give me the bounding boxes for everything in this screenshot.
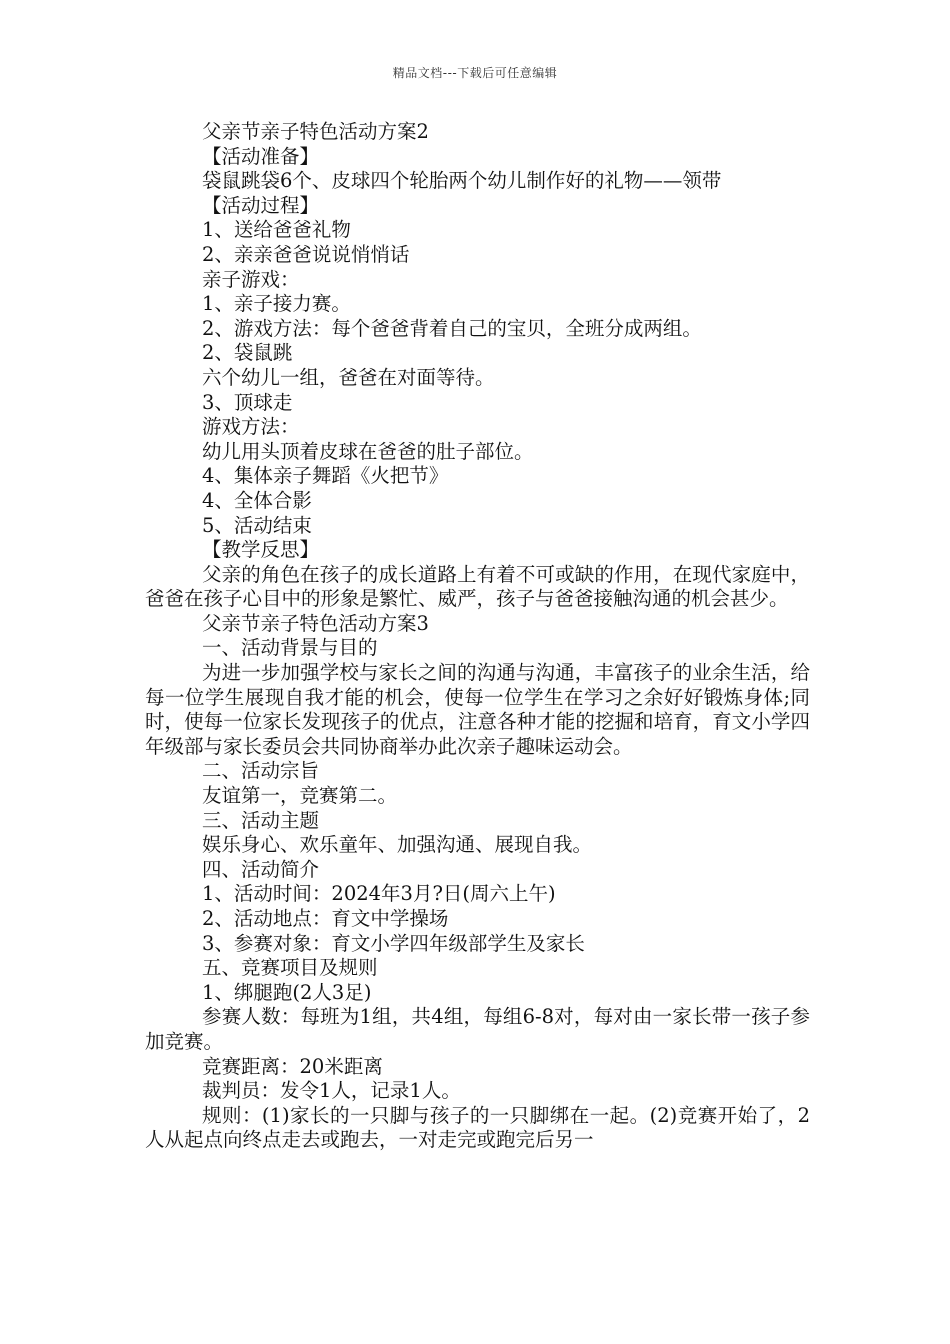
- list-item: 4、集体亲子舞蹈《火把节》: [202, 464, 449, 488]
- list-item: 1、亲子接力赛。: [202, 292, 351, 316]
- paragraph: 六个幼儿一组，爸爸在对面等待。: [202, 365, 495, 389]
- list-item: 2、游戏方法：每个爸爸背着自己的宝贝，全班分成两组。: [202, 316, 702, 340]
- paragraph: 参赛人数：每班为1组，共4组，每组6-8对，每对由一家长带一孩子参加竞赛。: [145, 1005, 810, 1053]
- document-body: [145, 120, 810, 1153]
- list-item: 2、活动地点：育文中学操场: [202, 907, 449, 930]
- section-title: 父亲节亲子特色活动方案2: [202, 120, 429, 143]
- list-item: 4、全体合影: [202, 488, 312, 512]
- paragraph: 友谊第一，竞赛第二。: [202, 784, 398, 808]
- paragraph: 规则：(1)家长的一只脚与孩子的一只脚绑在一起。(2)竞赛开始了，2人从起点向终点走去或跑去，一对走完或跑完后另一: [145, 1103, 810, 1152]
- subheading: 二、活动宗旨: [202, 759, 320, 783]
- subheading: 【教学反思】: [202, 538, 320, 562]
- list-item: 2、亲亲爸爸说说悄悄话: [202, 242, 410, 266]
- paragraph: 为进一步加强学校与家长之间的沟通与沟通，丰富孩子的业余生活，给每一位学生展现自我才能的机会，使每一位学生在学习之余好好锻炼身体;同时，使每一位家长发现孩子的优点，注意各种才能的挖掘和培育，育文小学四年级部与家长委员会共同协商举办此次亲子趣味运动会。: [145, 661, 810, 758]
- subheading: 【活动准备】: [202, 144, 320, 168]
- paragraph: 游戏方法：: [202, 415, 300, 439]
- paragraph: 袋鼠跳袋6个、皮球四个轮胎两个幼儿制作好的礼物——领带: [202, 169, 722, 193]
- list-item: 3、顶球走: [202, 390, 293, 414]
- subheading: 【活动过程】: [202, 193, 320, 217]
- list-item: 3、参赛对象：育文小学四年级部学生及家长: [202, 931, 585, 955]
- paragraph: 娱乐身心、欢乐童年、加强沟通、展现自我。: [202, 833, 593, 857]
- list-item: 1、活动时间：2024年3月?日(周六上午): [202, 882, 556, 906]
- list-item: 2、袋鼠跳: [202, 341, 293, 365]
- paragraph: 父亲的角色在孩子的成长道路上有着不可或缺的作用，在现代家庭中，爸爸在孩子心目中的形象是繁忙、威严，孩子与爸爸接触沟通的机会甚少。: [145, 562, 810, 611]
- subheading: 三、活动主题: [202, 808, 320, 832]
- paragraph: 竞赛距离：20米距离: [202, 1054, 383, 1078]
- subheading: 五、竞赛项目及规则: [202, 956, 378, 980]
- subheading: 一、活动背景与目的: [202, 636, 378, 660]
- subheading: 四、活动简介: [202, 857, 320, 881]
- list-item: 1、送给爸爸礼物: [202, 218, 351, 242]
- section-title: 父亲节亲子特色活动方案3: [202, 611, 429, 635]
- paragraph: 幼儿用头顶着皮球在爸爸的肚子部位。: [202, 439, 534, 463]
- header-note: 精品文档---下载后可任意编辑: [392, 66, 558, 80]
- paragraph: 亲子游戏：: [202, 267, 300, 291]
- paragraph: 裁判员：发令1人，记录1人。: [202, 1079, 461, 1103]
- list-item: 5、活动结束: [202, 513, 312, 537]
- list-item: 1、绑腿跑(2人3足): [202, 980, 372, 1004]
